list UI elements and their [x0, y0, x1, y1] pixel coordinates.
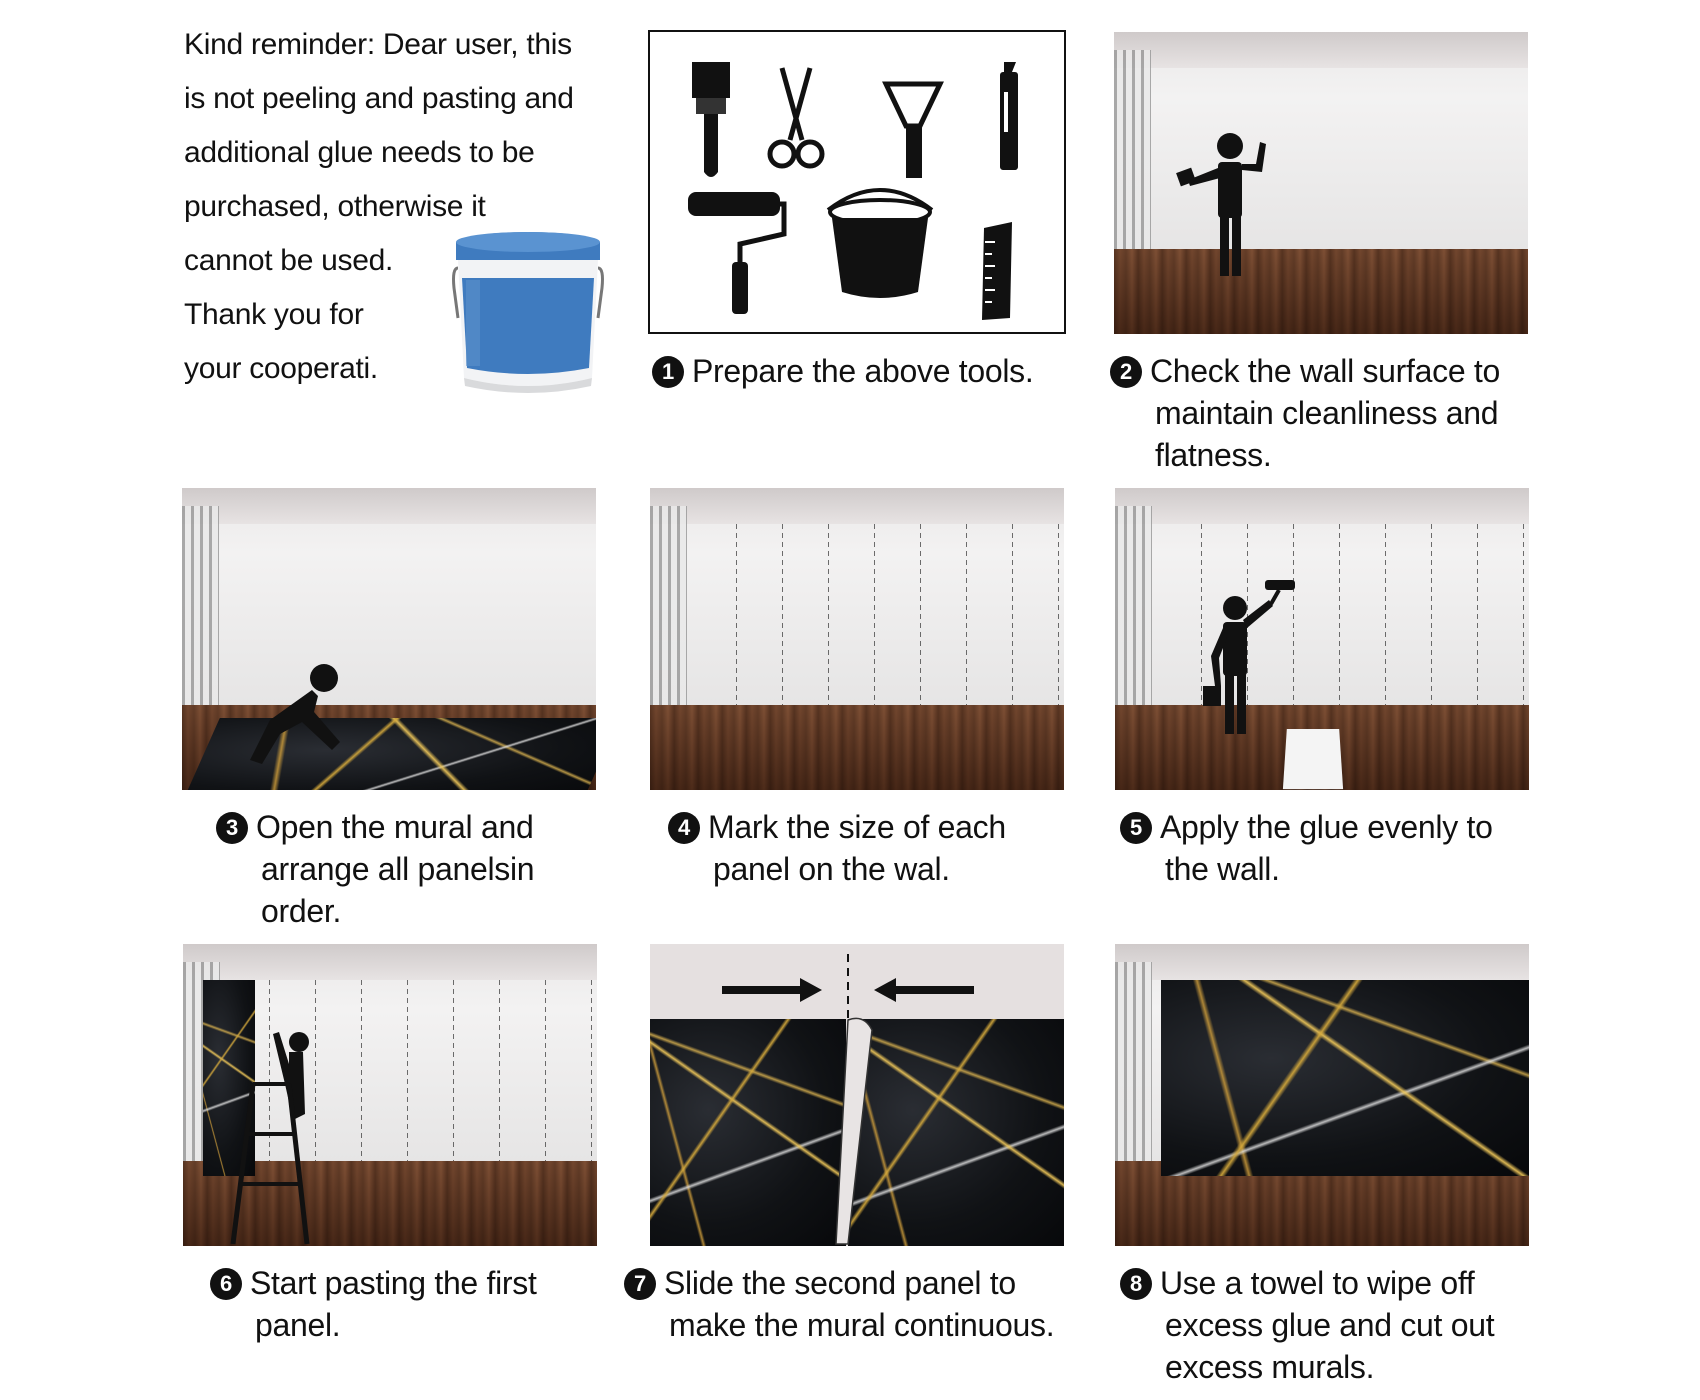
glued-strip	[1283, 729, 1343, 789]
reminder-line: your cooperati.	[184, 352, 378, 385]
caption-line: Apply the glue evenly to	[1160, 809, 1493, 845]
scraper-icon	[886, 84, 940, 178]
step-number-badge: 2	[1110, 356, 1142, 388]
reminder-line: Thank you for	[184, 298, 364, 331]
step-8-caption	[1120, 1262, 1494, 1388]
step-7-image	[650, 944, 1064, 1246]
caption-line: make the mural continuous.	[669, 1307, 1055, 1343]
step-6-caption	[210, 1262, 537, 1346]
reminder-line: Kind reminder: Dear user, this	[184, 28, 572, 61]
reminder-line: is not peeling and pasting and	[184, 82, 574, 115]
step-5-caption	[1120, 806, 1493, 890]
paint-roller-icon	[688, 192, 784, 314]
caption-line: Check the wall surface to	[1150, 353, 1501, 389]
step-number-badge: 5	[1120, 812, 1152, 844]
step-number-badge: 1	[652, 356, 684, 388]
step-8-image	[1115, 944, 1529, 1246]
tools-illustration	[650, 32, 1064, 332]
person-on-ladder-icon	[213, 1024, 323, 1246]
caption-line: Open the mural and	[256, 809, 534, 845]
caption-line: Start pasting the first	[250, 1265, 537, 1301]
step-4-caption	[668, 806, 1006, 890]
step-number-badge: 8	[1120, 1268, 1152, 1300]
person-kneeling-icon	[240, 664, 360, 774]
step-2-caption	[1110, 350, 1500, 476]
caption-line: order.	[261, 893, 342, 929]
step-3-image	[182, 488, 596, 790]
glue-bucket-icon	[448, 228, 608, 398]
step-number-badge: 6	[210, 1268, 242, 1300]
completed-mural	[1161, 980, 1529, 1176]
paint-brush-icon	[692, 62, 730, 177]
arrow-right-icon	[722, 978, 822, 1002]
utility-knife-icon	[1000, 62, 1018, 170]
step-6-image	[183, 944, 597, 1246]
caption-line: panel on the wal.	[713, 851, 950, 887]
tools-box	[648, 30, 1066, 334]
caption-line: Prepare the above tools.	[692, 353, 1034, 389]
peeling-panel-edge	[836, 1018, 872, 1244]
ruler-icon	[982, 222, 1012, 320]
caption-line: flatness.	[1155, 437, 1272, 473]
step-number-badge: 7	[624, 1268, 656, 1300]
caption-line: excess glue and cut out	[1165, 1307, 1495, 1343]
step-5-image	[1115, 488, 1529, 790]
caption-line: excess murals.	[1165, 1349, 1375, 1385]
caption-line: Mark the size of each	[708, 809, 1006, 845]
person-checking-wall-icon	[1174, 132, 1284, 312]
step-2-image	[1114, 32, 1528, 334]
scissors-icon	[770, 68, 822, 166]
person-rolling-glue-icon	[1191, 576, 1311, 736]
bucket-icon	[828, 190, 932, 298]
step-number-badge: 3	[216, 812, 248, 844]
caption-line: Slide the second panel to	[664, 1265, 1016, 1301]
step-1-caption	[652, 350, 1033, 392]
step-number-badge: 4	[668, 812, 700, 844]
caption-line: arrange all panelsin	[261, 851, 535, 887]
reminder-line: cannot be used.	[184, 244, 394, 277]
seam-arrows	[650, 944, 1064, 1246]
arrow-left-icon	[874, 978, 974, 1002]
step-4-image	[650, 488, 1064, 790]
caption-line: Use a towel to wipe off	[1160, 1265, 1475, 1301]
step-3-caption	[216, 806, 534, 932]
caption-line: the wall.	[1165, 851, 1280, 887]
reminder-line: additional glue needs to be	[184, 136, 535, 169]
caption-line: panel.	[255, 1307, 341, 1343]
step-7-caption	[624, 1262, 1054, 1346]
reminder-line: purchased, otherwise it	[184, 190, 486, 223]
caption-line: maintain cleanliness and	[1155, 395, 1499, 431]
